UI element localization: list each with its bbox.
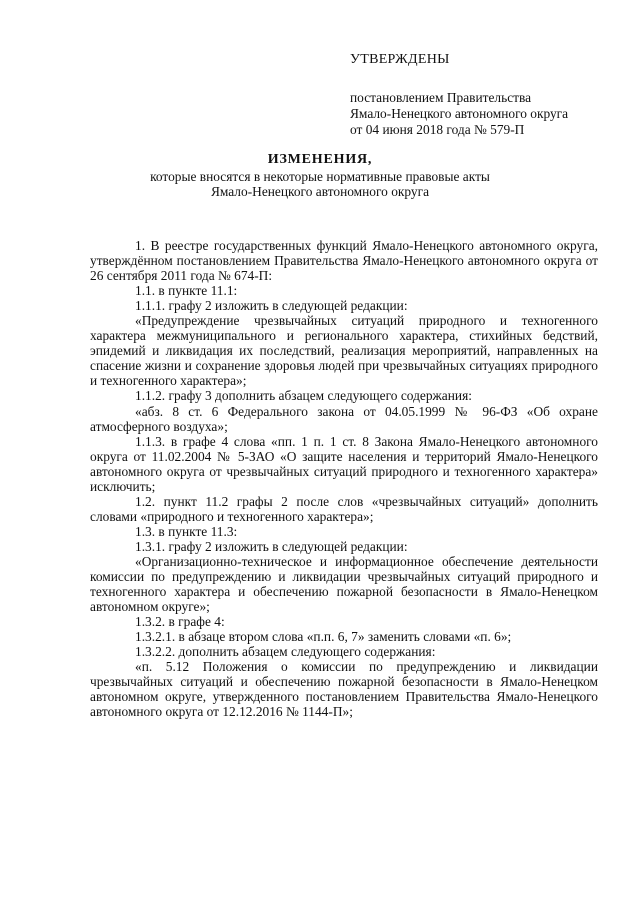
paragraph: 1.3.2.2. дополнить абзацем следующего содержания: bbox=[135, 644, 436, 660]
paragraph: «п. 5.12 Положения о комиссии по предупреждению и ликвидации чрезвычайных ситуаций и обеспечению пожарной безопасности в Ямало-Ненецком автономном округе, утвержденного постановлением Правительства Ямало-Ненецкого автономного округа от 12.12.2016 № 1144-П»; bbox=[90, 659, 598, 720]
paragraph: 1.3.2.1. в абзаце втором слова «п.п. 6, 7» заменить словами «п. 6»; bbox=[135, 629, 512, 645]
paragraph: 1.3.1. графу 2 изложить в следующей редакции: bbox=[135, 538, 408, 554]
document-title-block bbox=[100, 152, 540, 199]
paragraph: 1.1. в пункте 11.1: bbox=[135, 283, 238, 299]
document-body bbox=[90, 238, 598, 720]
approval-heading: УТВЕРЖДЕНЫ bbox=[350, 52, 450, 67]
approval-stamp bbox=[350, 52, 610, 138]
document-subtitle-line: Ямало-Ненецкого автономного округа bbox=[210, 184, 430, 199]
paragraph: 1.3.2. в графе 4: bbox=[135, 614, 225, 630]
paragraph: 1.1.3. в графе 4 слова «пп. 1 п. 1 ст. 8 Закона Ямало-Ненецкого автономного округа от 11.02.2004 № 5-ЗАО «О защите населения и территорий Ямало-Ненецкого автономного округа от чрезвычайных ситуаций природного и техногенного характера» исключить; bbox=[90, 433, 598, 494]
approval-line: Ямало-Ненецкого автономного округа bbox=[350, 106, 569, 121]
paragraph: 1.2. пункт 11.2 графы 2 после слов «чрезвычайных ситуаций» дополнить словами «природного и техногенного характера»; bbox=[90, 493, 598, 524]
document-subtitle-line: которые вносятся в некоторые нормативные правовые акты bbox=[150, 169, 490, 184]
approval-line: от 04 июня 2018 года № 579-П bbox=[350, 122, 525, 137]
paragraph: «абз. 8 ст. 6 Федерального закона от 04.05.1999 № 96-ФЗ «Об охране атмосферного воздуха»; bbox=[90, 403, 598, 434]
paragraph: 1.3. в пункте 11.3: bbox=[135, 523, 238, 539]
paragraph: «Организационно-техническое и информационное обеспечение деятельности комиссии по предупреждению и ликвидации чрезвычайных ситуаций природного и техногенного характера и обеспечению пожарной безопасности в Ямало-Ненецком автономном округе»; bbox=[90, 553, 598, 615]
paragraph: 1.1.2. графу 3 дополнить абзацем следующего содержания: bbox=[135, 388, 472, 404]
paragraph: «Предупреждение чрезвычайных ситуаций природного и техногенного характера межмуниципального и регионального характера, стихийных бедствий, эпидемий и ликвидация их последствий, реализация мероприятий, направленных на спасение жизни и сохранение здоровья людей при чрезвычайных ситуациях природного и техногенного характера»; bbox=[90, 313, 598, 389]
document-title: ИЗМЕНЕНИЯ, bbox=[267, 152, 373, 167]
paragraph: 1.1.1. графу 2 изложить в следующей редакции: bbox=[135, 298, 408, 314]
approval-line: постановлением Правительства bbox=[350, 90, 532, 105]
paragraph: 1. В реестре государственных функций Ямало-Ненецкого автономного округа, утверждённом постановлением Правительства Ямало-Ненецкого автономного округа от 26 сентября 2011 года № 674-П: bbox=[90, 238, 598, 284]
